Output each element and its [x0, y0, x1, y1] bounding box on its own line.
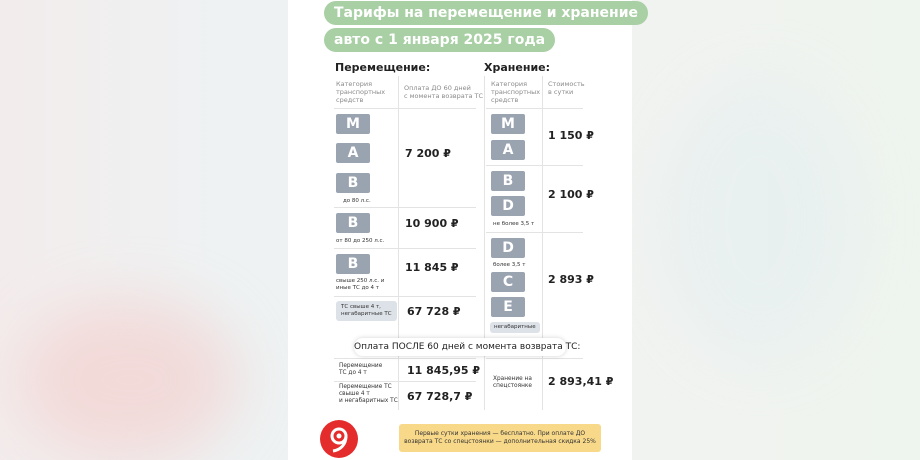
category-badge-d: D — [491, 196, 525, 216]
divider — [542, 76, 543, 410]
divider — [486, 165, 583, 166]
transfer-col2-header: Оплата ДО 60 дней с момента возврата ТС — [404, 84, 484, 100]
title-line-2: авто с 1 января 2025 года — [324, 28, 555, 52]
footer-note: Первые сутки хранения — бесплатно. При оплате ДО возврата ТС со спецстоянки — дополнительная скидка 25% — [399, 424, 601, 452]
divider — [486, 232, 583, 233]
storage-price-1: 1 150 ₽ — [548, 129, 594, 142]
divider — [334, 358, 476, 359]
after-60-days-banner: Оплата ПОСЛЕ 60 дней с момента возврата ТС: — [354, 338, 566, 356]
category-badge-a: A — [491, 140, 525, 160]
divider — [334, 248, 476, 249]
category-note: от 80 до 250 л.с. — [336, 238, 385, 244]
bg-blob-right — [660, 80, 860, 360]
storage-col2-header: Стоимость в сутки — [548, 80, 585, 96]
storage-col1-header: Категория транспортных средств — [491, 80, 541, 104]
category-badge-c: C — [491, 272, 525, 292]
category-badge-b: B — [336, 213, 370, 233]
transfer-price-3: 11 845 ₽ — [405, 261, 459, 274]
storage-heading: Хранение: — [484, 61, 551, 74]
category-badge-b: B — [491, 171, 525, 191]
category-badge-e: E — [491, 297, 525, 317]
special-storage-price: 2 893,41 ₽ — [548, 375, 614, 388]
category-chip-heavy: ТС свыше 4 т, негабаритные ТС — [336, 301, 397, 321]
storage-price-3: 2 893 ₽ — [548, 273, 594, 286]
title-line-1: Тарифы на перемещение и хранение — [324, 1, 648, 25]
category-note: до 80 л.с. — [343, 198, 371, 204]
transfer-price-2: 10 900 ₽ — [405, 217, 459, 230]
bg-blob-left — [20, 300, 240, 460]
divider — [334, 296, 476, 297]
divider — [334, 207, 476, 208]
transfer-price-1: 7 200 ₽ — [405, 147, 451, 160]
category-note: не более 3,5 т — [493, 221, 535, 227]
divider — [486, 108, 583, 109]
category-badge-b: B — [336, 254, 370, 274]
after-row-label-2: Перемещение ТС свыше 4 т и негабаритных ТС — [339, 384, 398, 404]
special-storage-label: Хранение на спецстоянке — [493, 376, 532, 389]
after-price-1: 11 845,95 ₽ — [407, 364, 481, 377]
moscow-transport-logo-icon — [320, 420, 358, 458]
transfer-heading: Перемещение: — [335, 61, 431, 74]
after-price-2: 67 728,7 ₽ — [407, 390, 473, 403]
category-badge-a: A — [336, 143, 370, 163]
transfer-price-4: 67 728 ₽ — [407, 305, 461, 318]
divider — [334, 108, 476, 109]
category-chip-oversize: негабаритные — [490, 322, 540, 333]
storage-price-2: 2 100 ₽ — [548, 188, 594, 201]
after-row-label-1: Перемещение ТС до 4 т — [339, 363, 383, 376]
category-badge-d: D — [491, 238, 525, 258]
divider — [398, 76, 399, 410]
category-note: более 3,5 т — [493, 262, 526, 268]
divider — [484, 76, 485, 410]
divider — [334, 381, 476, 382]
category-note: свыше 250 л.с. и иные ТС до 4 т — [336, 278, 385, 291]
category-badge-m: M — [491, 114, 525, 134]
transfer-col1-header: Категория транспортных средств — [336, 80, 386, 104]
category-badge-b: B — [336, 173, 370, 193]
category-badge-m: M — [336, 114, 370, 134]
divider — [486, 358, 583, 359]
